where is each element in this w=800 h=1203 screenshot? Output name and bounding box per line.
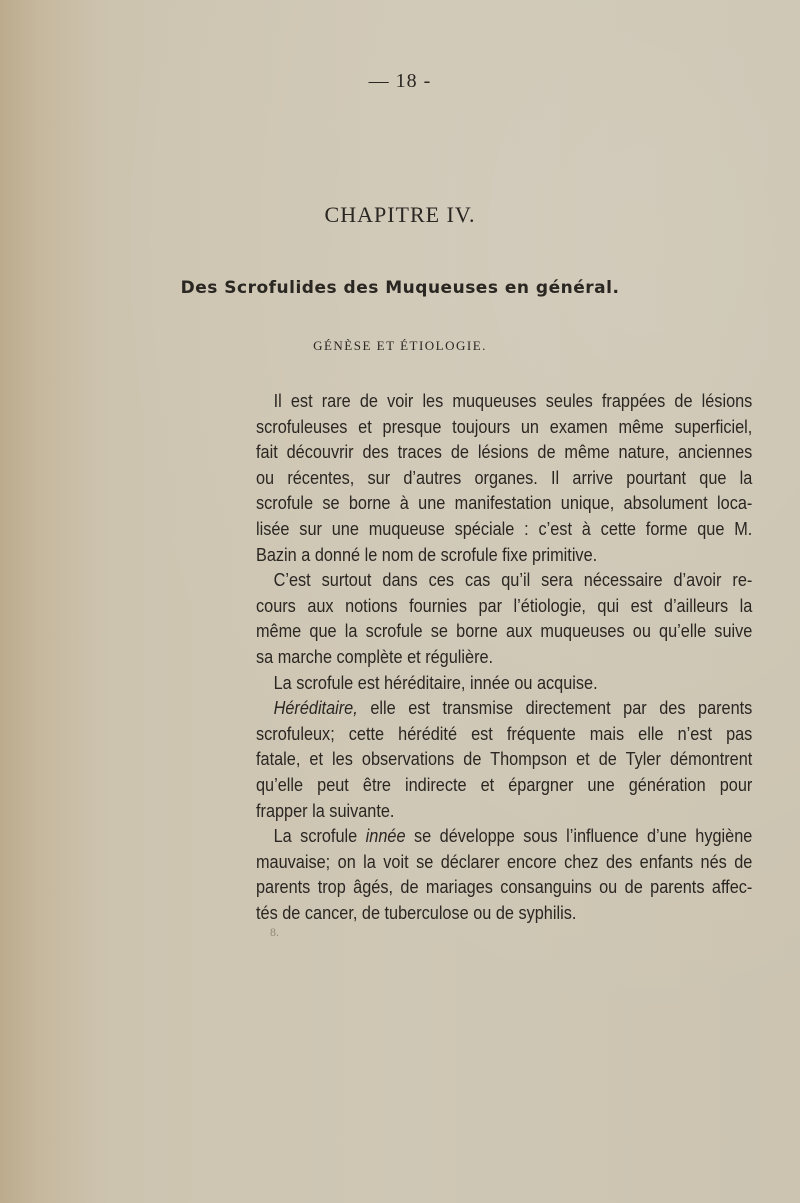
text-line: scrofule se borne à une manifestation unique, absolument loca- [256, 492, 753, 514]
text-line: scrofuleuses et presque toujours un examen même superficiel, [256, 415, 753, 437]
text-line: tés de cancer, de tuberculose ou de syphilis. [256, 901, 577, 923]
subsection-title: GÉNÈSE ET ÉTIOLOGIE. [313, 338, 487, 353]
text-line: ou récentes, sur d’autres organes. Il arrive pourtant que la [256, 466, 753, 488]
text-line: même que la scrofule se borne aux muqueuses ou qu’elle suive [256, 620, 753, 642]
text-line: fait découvrir des traces de lésions de même nature, anciennes [256, 441, 753, 463]
text-fragment: elle est transmise directement par des parents [370, 697, 753, 719]
chapter-title: CHAPITRE IV. [324, 202, 476, 227]
text-line: cours aux notions fournies par l’étiologie, qui est d’ailleurs la [256, 594, 753, 616]
body-text [256, 388, 753, 925]
text-line: parents trop âgés, de mariages consanguins ou de parents affec- [256, 876, 753, 898]
text-line: fatale, et les observations de Thompson et de Tyler démontrent [256, 748, 753, 770]
text-line: frapper la suivante. [256, 799, 395, 821]
text-line: scrofuleux; cette hérédité est fréquente mais elle n’est pas [256, 722, 753, 744]
italic-term: Héréditaire, [273, 697, 358, 719]
text-line-italic-mid [256, 823, 752, 849]
text-line: mauvaise; on la voit se déclarer encore chez des enfants nés de [256, 850, 753, 872]
text-fragment: La scrofule [273, 825, 358, 847]
italic-term: innée [365, 825, 406, 847]
text-line: La scrofule est héréditaire, innée ou acquise. [273, 671, 598, 693]
text-line: C’est surtout dans ces cas qu’il sera nécessaire d’avoir re- [273, 569, 753, 591]
marginal-specks: 8. [270, 925, 279, 939]
text-line: lisée sur une muqueuse spéciale : c’est à cette forme que M. [256, 517, 753, 539]
section-title: Des Scrofulides des Muqueuses en général. [180, 278, 620, 298]
text-fragment: se développe sous l’influence d’une hygiène [413, 825, 753, 847]
text-line-italic-start [256, 695, 752, 721]
text-line: Il est rare de voir les muqueuses seules frappées de lésions [273, 390, 753, 411]
page-number: — 18 - [368, 70, 432, 92]
text-line: Bazin a donné le nom de scrofule fixe primitive. [256, 543, 598, 565]
text-line: qu’elle peut être indirecte et épargner une génération pour [256, 773, 753, 795]
text-line: sa marche complète et régulière. [256, 645, 494, 667]
